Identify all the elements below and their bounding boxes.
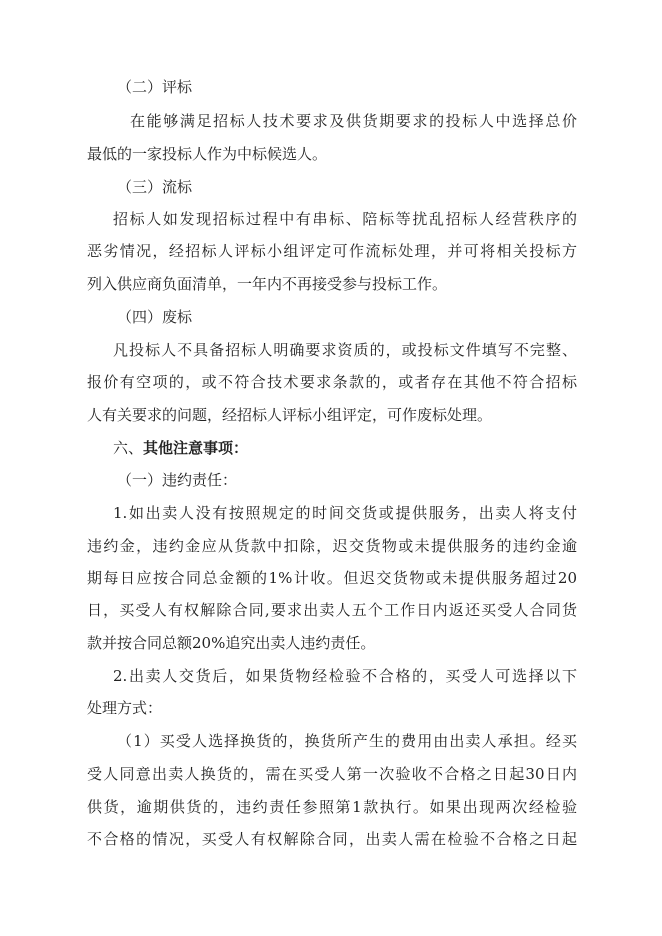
paragraph-line: 人有关要求的问题，经招标人评标小组评定，可作废标处理。	[87, 406, 493, 424]
section-title: 其他注意事项：	[143, 439, 249, 457]
subheading-breach-liability: （一）违约责任：	[117, 471, 238, 489]
paragraph-line: 凡投标人不具备招标人明确要求资质的，或投标文件填写不完整、	[113, 341, 577, 359]
paragraph-line: （1）买受人选择换货的，换货所产生的费用由出卖人承担。经买	[117, 732, 577, 750]
paragraph-line: 2.出卖人交货后，如果货物经检验不合格的，买受人可选择以下	[113, 667, 577, 685]
paragraph-line: 款并按合同总额20%追究出卖人违约责任。	[87, 634, 376, 652]
paragraph-line: 受人同意出卖人换货的，需在买受人第一次验收不合格之日起30日内	[87, 765, 577, 783]
subheading-evaluation: （二）评标	[117, 78, 193, 96]
paragraph-line: 报价有空项的，或不符合技术要求条款的，或者存在其他不符合招标	[87, 373, 577, 391]
paragraph-line: 供货，逾期供货的，违约责任参照第1款执行。如果出现两次经检验	[87, 798, 577, 816]
paragraph-line: 日，买受人有权解除合同,要求出卖人五个工作日内返还买受人合同货	[87, 601, 577, 619]
subheading-failed-bid: （三）流标	[117, 178, 193, 196]
subheading-void-bid: （四）废标	[117, 308, 193, 326]
paragraph-line: 恶劣情况，经招标人评标小组评定可作流标处理，并可将相关投标方	[87, 242, 577, 260]
paragraph-line: 违约金，违约金应从货款中扣除，迟交货物或未提供服务的违约金逾	[87, 537, 577, 555]
paragraph-line: 期每日应按合同总金额的1%计收。但迟交货物或未提供服务超过20	[87, 569, 577, 587]
paragraph-line: 列入供应商负面清单，一年内不再接受参与投标工作。	[87, 275, 448, 293]
paragraph-line: 处理方式：	[87, 699, 163, 717]
section-number: 六、	[113, 439, 144, 457]
paragraph-line: 招标人如发现招标过程中有串标、陪标等扰乱招标人经营秩序的	[113, 210, 577, 228]
section-six-heading	[113, 437, 577, 459]
paragraph-line: 在能够满足招标人技术要求及供货期要求的投标人中选择总价	[130, 112, 577, 130]
paragraph-line: 最低的一家投标人作为中标候选人。	[87, 145, 328, 163]
paragraph-line: 不合格的情况，买受人有权解除合同，出卖人需在检验不合格之日起	[87, 830, 577, 848]
paragraph-line: 1.如出卖人没有按照规定的时间交货或提供服务，出卖人将支付	[113, 504, 577, 522]
